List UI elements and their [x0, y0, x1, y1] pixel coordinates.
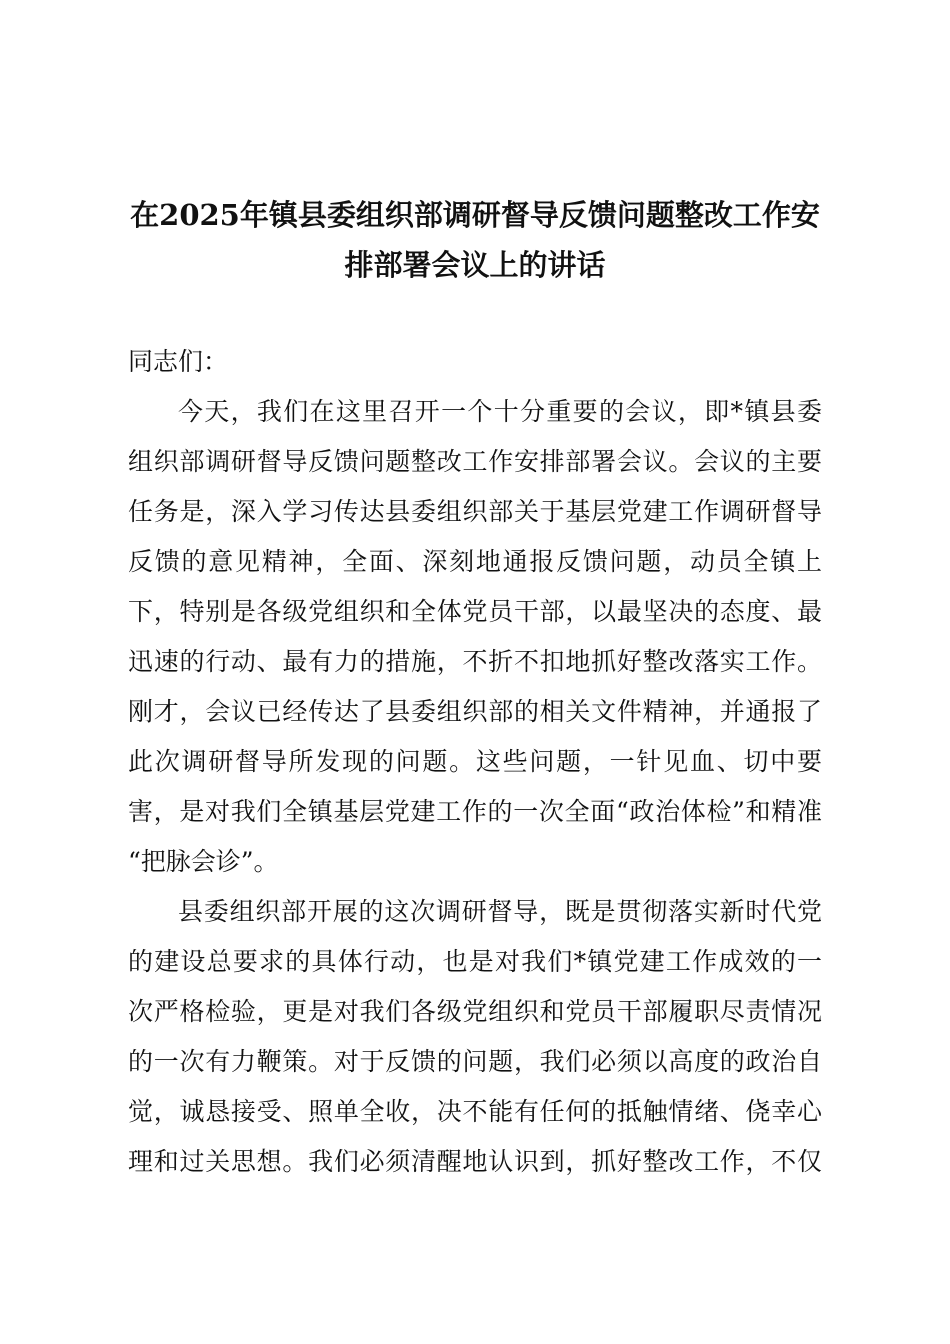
paragraph-line: 任务是，深入学习传达县委组织部关于基层党建工作调研督导 — [128, 497, 822, 526]
document-title-line-1: 在2025年镇县委组织部调研督导反馈问题整改工作安 — [130, 198, 820, 232]
paragraph-line: 组织部调研督导反馈问题整改工作安排部署会议。会议的主要 — [128, 447, 822, 476]
paragraph-line: 县委组织部开展的这次调研督导，既是贯彻落实新时代党 — [178, 897, 822, 926]
paragraph-line: 理和过关思想。我们必须清醒地认识到，抓好整改工作，不仅 — [128, 1147, 822, 1176]
paragraph-line: 的一次有力鞭策。对于反馈的问题，我们必须以高度的政治自 — [128, 1047, 822, 1076]
paragraph-line: 刚才，会议已经传达了县委组织部的相关文件精神，并通报了 — [128, 697, 822, 726]
paragraph-line: 害，是对我们全镇基层党建工作的一次全面“政治体检”和精准 — [128, 797, 822, 826]
paragraph-line: 次严格检验，更是对我们各级党组织和党员干部履职尽责情况 — [128, 997, 822, 1026]
paragraph-line: “把脉会诊”。 — [128, 847, 279, 876]
paragraph-line: 觉，诚恳接受、照单全收，决不能有任何的抵触情绪、侥幸心 — [128, 1097, 822, 1126]
paragraph-line: 今天，我们在这里召开一个十分重要的会议，即*镇县委 — [178, 397, 822, 426]
paragraph-line: 此次调研督导所发现的问题。这些问题，一针见血、切中要 — [128, 747, 822, 776]
paragraph-line: 迅速的行动、最有力的措施，不折不扣地抓好整改落实工作。 — [128, 647, 822, 676]
salutation: 同志们： — [128, 347, 229, 376]
document-title-line-2: 排部署会议上的讲话 — [344, 248, 606, 282]
paragraph-line: 的建设总要求的具体行动，也是对我们*镇党建工作成效的一 — [128, 947, 822, 976]
paragraph-line: 下，特别是各级党组织和全体党员干部，以最坚决的态度、最 — [128, 597, 822, 626]
paragraph-line: 反馈的意见精神，全面、深刻地通报反馈问题，动员全镇上 — [128, 547, 822, 576]
